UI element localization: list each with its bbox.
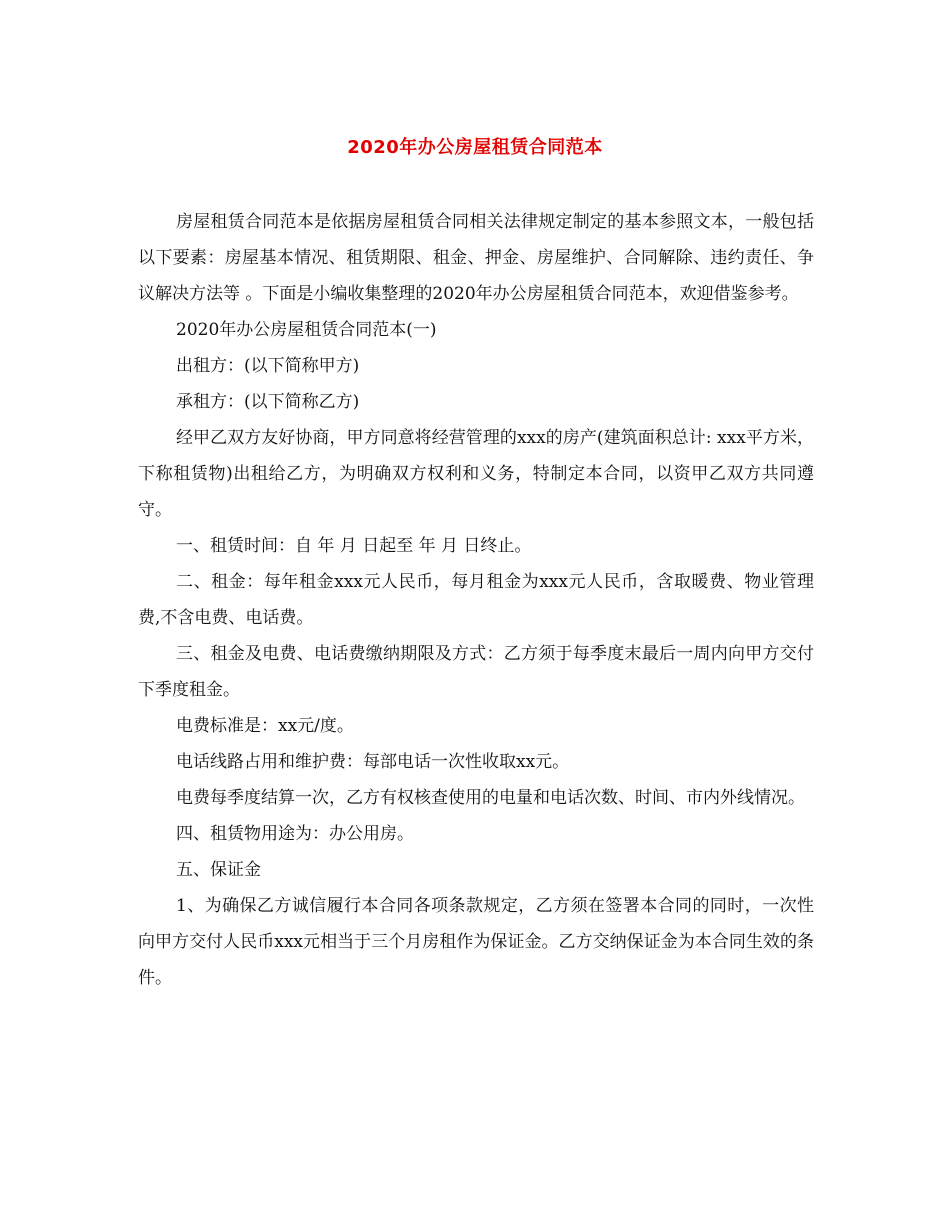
lessor-line: 出租方：(以下简称甲方) <box>176 356 360 376</box>
document-title: 2020年办公房屋租赁合同范本 <box>347 137 603 158</box>
clause-payment: 三、租金及电费、电话费缴纳期限及方式：乙方须于每季度末最后一周内向甲方交付下季度租金。 <box>138 644 814 700</box>
intro-paragraph: 房屋租赁合同范本是依据房屋租赁合同相关法律规定制定的基本参照文本，一般包括以下要素：房屋基本情况、租赁期限、租金、押金、房屋维护、合同解除、违约责任、争议解决方法等 。下面是小编收集整理的2020年办公房屋租赁合同范本，欢迎借鉴参考。 <box>138 212 814 304</box>
electricity-rate: 电费标准是：xx元/度。 <box>176 716 354 736</box>
clause-lease-term: 一、租赁时间：自 年 月 日起至 年 月 日终止。 <box>176 536 532 556</box>
clause-rent: 二、租金：每年租金xxx元人民币，每月租金为xxx元人民币，含取暖费、物业管理费,不含电费、电话费。 <box>138 572 814 628</box>
section-heading: 2020年办公房屋租赁合同范本(一) <box>176 320 437 340</box>
lessee-line: 承租方：(以下简称乙方) <box>176 392 360 412</box>
clause-use: 四、租赁物用途为：办公用房。 <box>176 824 414 844</box>
agreement-paragraph: 经甲乙双方友好协商，甲方同意将经营管理的xxx的房产(建筑面积总计: xxx平方米，下称租赁物)出租给乙方，为明确双方权利和义务，特制定本合同，以资甲乙双方共同遵守。 <box>138 428 814 520</box>
settlement-paragraph: 电费每季度结算一次，乙方有权核查使用的电量和电话次数、时间、市内外线情况。 <box>176 788 805 808</box>
phone-line-fee: 电话线路占用和维护费：每部电话一次性收取xx元。 <box>176 752 570 772</box>
document-body <box>138 204 814 996</box>
clause-deposit-item-1: 1、为确保乙方诚信履行本合同各项条款规定，乙方须在签署本合同的同时，一次性向甲方交付人民币xxx元相当于三个月房租作为保证金。乙方交纳保证金为本合同生效的条件。 <box>138 896 814 988</box>
clause-deposit-heading: 五、保证金 <box>176 860 261 880</box>
